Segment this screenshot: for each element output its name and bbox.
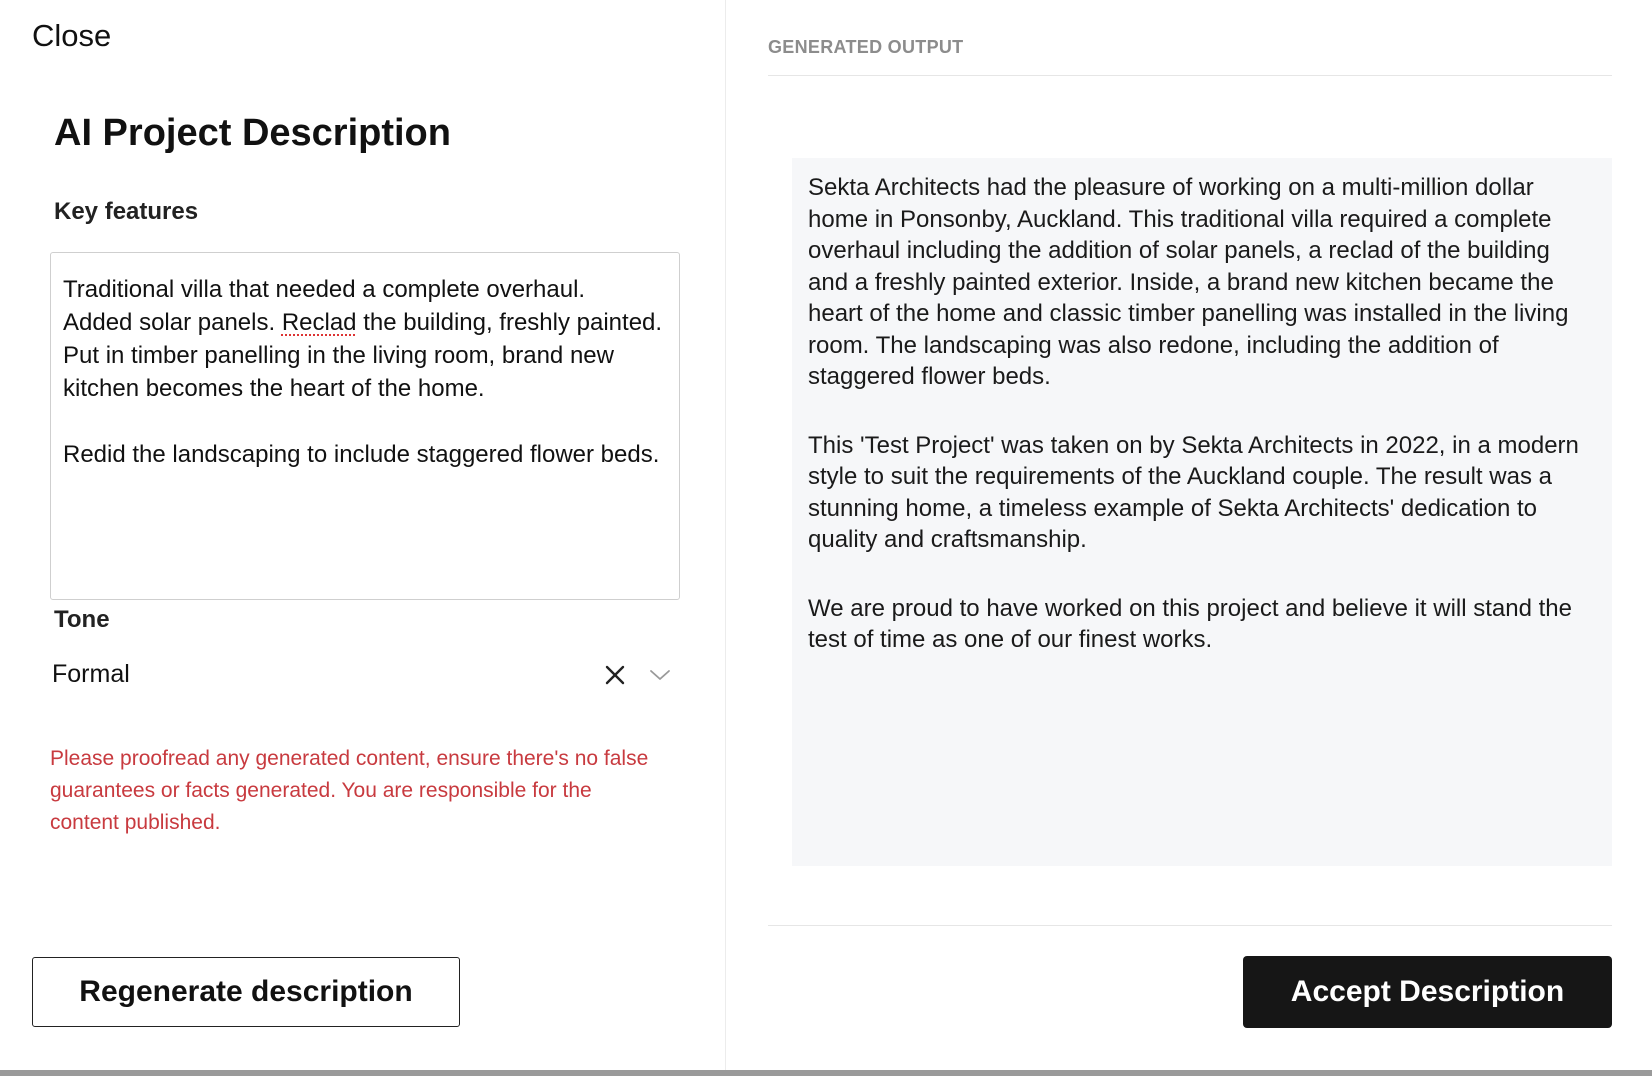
misspelled-word: Reclad (281, 309, 357, 336)
key-features-text-start: Traditional villa that needed a complete overhaul. Added solar panels. (63, 276, 586, 336)
close-icon[interactable] (595, 652, 635, 698)
key-features-textarea[interactable] (50, 252, 680, 600)
key-features-text-end: the building, freshly painted. Put in timber panelling in the living room, brand new kitchen becomes the heart of the home. (63, 309, 669, 402)
output-paragraph: We are proud to have worked on this project and believe it will stand the test of time as one of our finest works. (808, 594, 1572, 653)
tone-selected-value: Formal (52, 660, 130, 688)
tone-label: Tone (54, 606, 110, 633)
close-button[interactable]: Close (32, 18, 112, 53)
chevron-down-icon[interactable] (640, 652, 680, 698)
divider (768, 925, 1612, 926)
key-features-label: Key features (54, 198, 199, 225)
page-title: AI Project Description (54, 112, 451, 154)
divider (768, 75, 1612, 76)
regenerate-button[interactable]: Regenerate description (32, 957, 460, 1027)
proofread-warning: Please proofread any generated content, ensure there's no false guarantees or facts generated. You are responsible for the content published. (50, 747, 649, 834)
key-features-paragraph-2: Redid the landscaping to include staggered flower beds. (63, 441, 660, 468)
output-header: GENERATED OUTPUT (768, 37, 964, 57)
output-paragraph: This 'Test Project' was taken on by Sekta Architects in 2022, in a modern style to suit the requirements of the Auckland couple. The result was a stunning home, a timeless example of Sekta Architects' dedication to quality and craftsmanship. (808, 431, 1579, 553)
output-panel (726, 0, 1652, 1070)
output-paragraph: Sekta Architects had the pleasure of working on a multi-million dollar home in Ponsonby, Auckland. This traditional villa required a complete overhaul including the addition of solar panels, a reclad of the building and a freshly painted exterior. Inside, a brand new kitchen became the heart of the home and classic timber panelling was installed in the living room. The landscaping was also redone, including the addition of staggered flower beds. (808, 174, 1569, 390)
window-bottom-edge (0, 1070, 1652, 1076)
tone-select[interactable] (52, 652, 674, 698)
accept-button[interactable]: Accept Description (1243, 956, 1612, 1028)
input-panel (0, 0, 726, 1070)
generated-output (792, 158, 1612, 866)
